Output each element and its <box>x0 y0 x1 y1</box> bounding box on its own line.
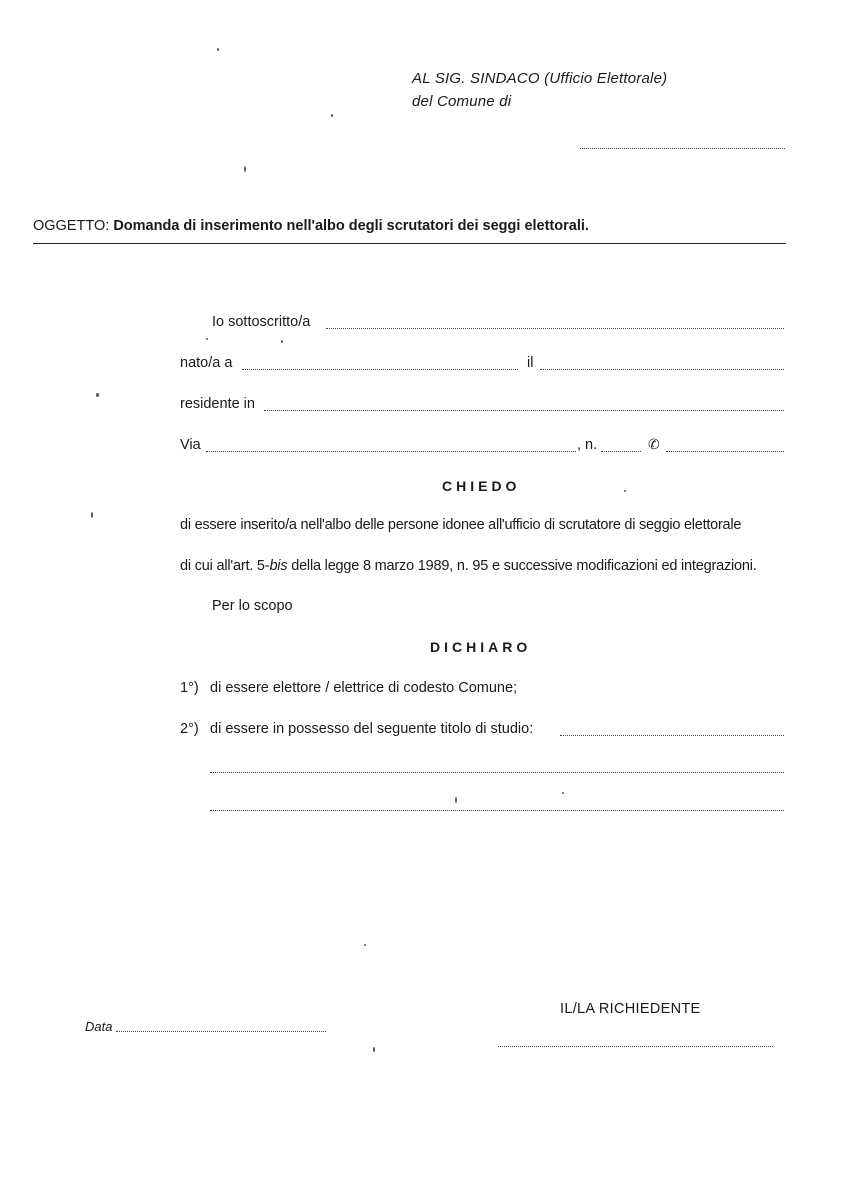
declaration-item-1-number: 1°) <box>180 680 199 696</box>
addressee-line-2: del Comune di <box>412 93 512 110</box>
number-field[interactable] <box>601 451 641 452</box>
request-line-2 <box>180 558 757 574</box>
resident-in-field[interactable] <box>264 410 784 411</box>
subject-text: Domanda di inserimento nell'albo degli scrutatori dei seggi elettorali. <box>113 218 589 234</box>
scan-speck <box>244 166 246 172</box>
street-label: Via <box>180 437 201 453</box>
signature-label: IL/LA RICHIEDENTE <box>560 1001 701 1017</box>
request-heading: CHIEDO <box>442 478 521 494</box>
date-field[interactable] <box>116 1031 326 1032</box>
request-line-2-start: di cui all'art. 5- <box>180 558 270 574</box>
telephone-icon: ✆ <box>648 436 660 452</box>
phone-field[interactable] <box>666 451 784 452</box>
scan-speck <box>624 490 626 492</box>
scan-speck <box>373 1047 375 1052</box>
scan-speck <box>91 512 93 518</box>
scan-speck <box>364 944 366 946</box>
born-in-label: nato/a a <box>180 355 233 371</box>
scan-speck <box>281 340 283 343</box>
scan-speck <box>562 792 564 794</box>
declaration-item-2-number: 2°) <box>180 721 199 737</box>
born-on-field[interactable] <box>540 369 784 370</box>
scan-speck <box>331 114 333 117</box>
request-line-2-end: della legge 8 marzo 1989, n. 95 e successive modificazioni ed integrazioni. <box>287 558 757 574</box>
number-label: , n. <box>577 437 598 453</box>
scan-speck <box>217 48 219 51</box>
study-title-field[interactable] <box>560 735 784 736</box>
declaration-item-1-text: di essere elettore / elettrice di codesto Comune; <box>210 680 518 696</box>
study-title-field-line-3[interactable] <box>210 810 784 811</box>
subject-divider <box>33 243 786 244</box>
declaration-heading: DICHIARO <box>430 639 532 655</box>
scan-speck <box>96 393 99 397</box>
scan-speck <box>206 338 208 340</box>
date-label: Data <box>85 1019 113 1034</box>
comune-field[interactable] <box>580 148 785 149</box>
street-field[interactable] <box>206 451 576 452</box>
request-line-1: di essere inserito/a nell'albo delle persone idonee all'ufficio di scrutatore di seggio elettorale <box>180 517 742 533</box>
born-in-field[interactable] <box>242 369 518 370</box>
addressee-line-1: AL SIG. SINDACO (Ufficio Elettorale) <box>412 70 668 87</box>
request-line-2-bis: bis <box>269 558 288 574</box>
undersigned-field[interactable] <box>326 328 784 329</box>
purpose-line: Per lo scopo <box>212 598 293 614</box>
signature-field[interactable] <box>498 1046 773 1047</box>
resident-in-label: residente in <box>180 396 255 412</box>
subject-prefix: OGGETTO: <box>33 218 110 234</box>
declaration-item-2-text: di essere in possesso del seguente titolo di studio: <box>210 721 534 737</box>
subject-line <box>33 218 589 234</box>
scan-speck <box>455 797 457 803</box>
study-title-field-line-2[interactable] <box>210 772 784 773</box>
born-on-label: il <box>527 355 534 371</box>
undersigned-label: Io sottoscritto/a <box>212 314 311 330</box>
